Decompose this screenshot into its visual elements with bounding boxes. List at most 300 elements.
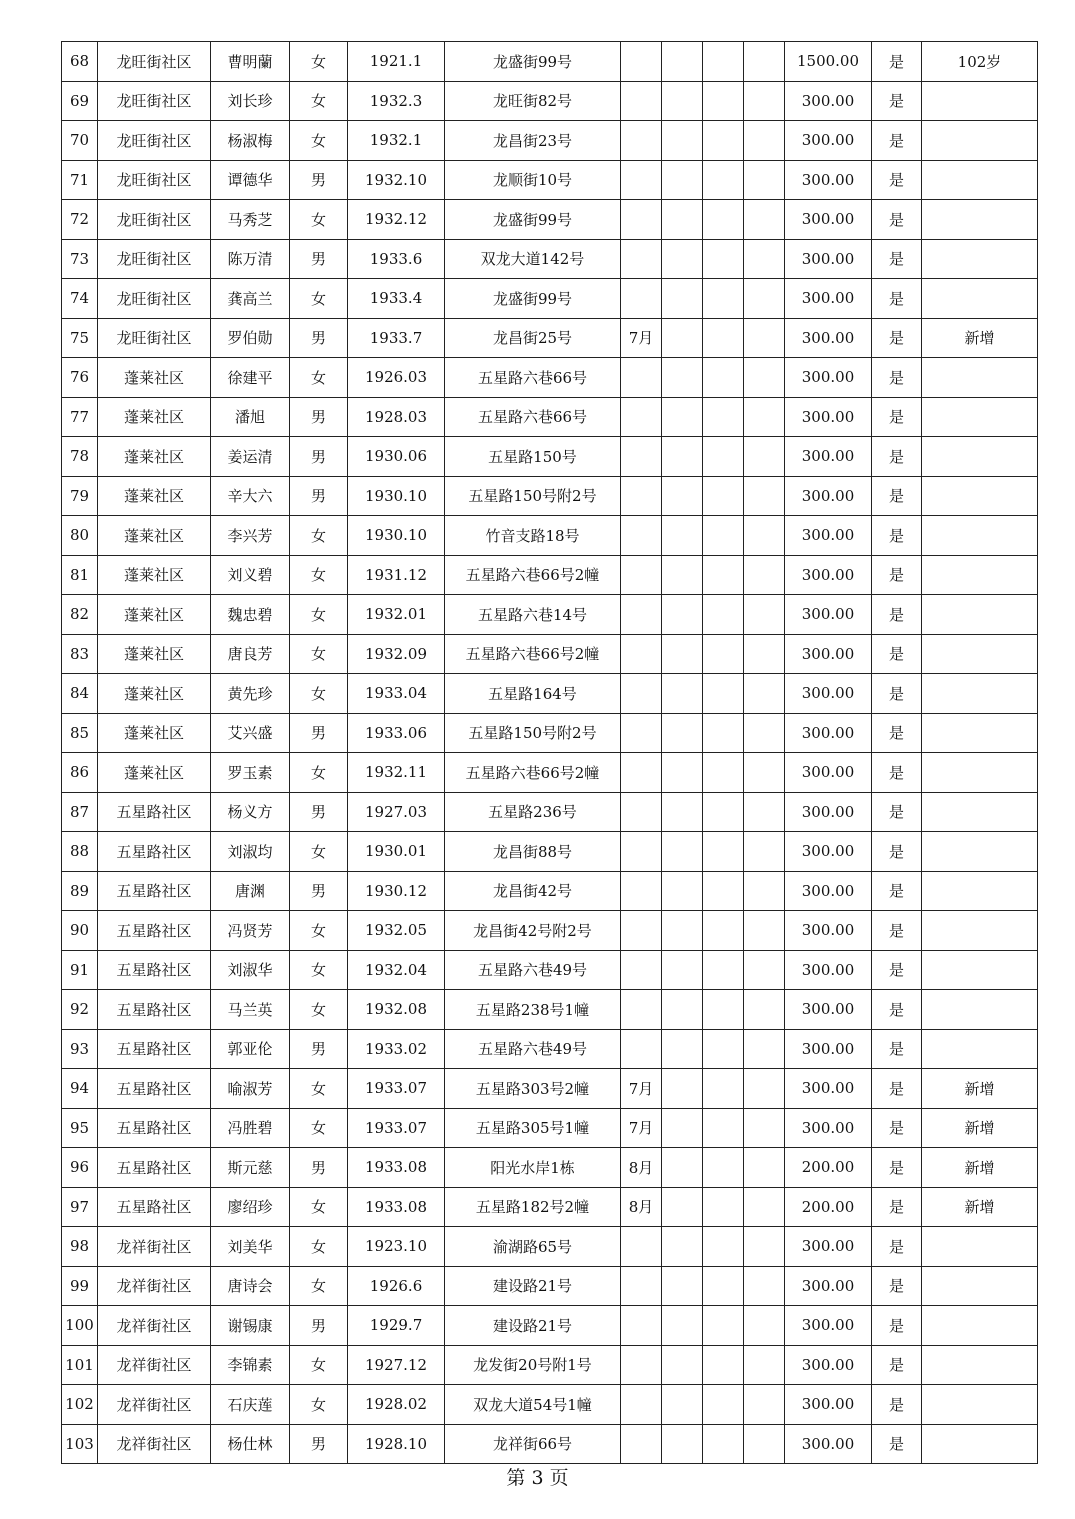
table-row: [62, 555, 1038, 595]
cell-month: [621, 595, 662, 635]
cell-gender: 男: [290, 1424, 348, 1464]
cell-amount: 300.00: [785, 595, 872, 635]
cell-remark: [922, 516, 1038, 556]
cell-blank-col-3: [744, 42, 785, 82]
cell-row-index: 78: [62, 437, 98, 477]
cell-blank-col-2: [703, 1424, 744, 1464]
cell-month: [621, 832, 662, 872]
cell-name: 陈万清: [211, 239, 290, 279]
cell-remark: 新增: [922, 1148, 1038, 1188]
cell-gender: 女: [290, 634, 348, 674]
cell-remark: 新增: [922, 318, 1038, 358]
cell-gender: 男: [290, 1029, 348, 1069]
cell-month: [621, 1227, 662, 1267]
cell-eligible: 是: [872, 1266, 922, 1306]
cell-gender: 女: [290, 42, 348, 82]
cell-name: 廖绍珍: [211, 1187, 290, 1227]
table-row: [62, 437, 1038, 477]
cell-remark: [922, 397, 1038, 437]
cell-remark: [922, 950, 1038, 990]
cell-community: 五星路社区: [98, 792, 211, 832]
cell-birth-date: 1932.11: [348, 753, 445, 793]
cell-remark: 新增: [922, 1108, 1038, 1148]
cell-month: [621, 200, 662, 240]
cell-remark: 新增: [922, 1187, 1038, 1227]
cell-address: 五星路305号1幢: [445, 1108, 621, 1148]
cell-eligible: 是: [872, 1029, 922, 1069]
cell-address: 五星路238号1幢: [445, 990, 621, 1030]
cell-name: 冯胜碧: [211, 1108, 290, 1148]
cell-amount: 300.00: [785, 239, 872, 279]
cell-gender: 女: [290, 595, 348, 635]
cell-amount: 300.00: [785, 1345, 872, 1385]
cell-amount: 300.00: [785, 397, 872, 437]
cell-birth-date: 1932.3: [348, 81, 445, 121]
cell-blank-col-3: [744, 950, 785, 990]
cell-amount: 300.00: [785, 1069, 872, 1109]
cell-amount: 300.00: [785, 81, 872, 121]
cell-address: 建设路21号: [445, 1306, 621, 1346]
table-row: [62, 871, 1038, 911]
table-row: [62, 1385, 1038, 1425]
cell-remark: 102岁: [922, 42, 1038, 82]
cell-address: 龙昌街88号: [445, 832, 621, 872]
table-row: [62, 1266, 1038, 1306]
cell-birth-date: 1932.04: [348, 950, 445, 990]
cell-remark: [922, 990, 1038, 1030]
cell-blank-col-3: [744, 555, 785, 595]
cell-community: 龙祥街社区: [98, 1306, 211, 1346]
cell-row-index: 92: [62, 990, 98, 1030]
cell-birth-date: 1921.1: [348, 42, 445, 82]
cell-blank-col-2: [703, 397, 744, 437]
cell-birth-date: 1923.10: [348, 1227, 445, 1267]
cell-month: [621, 1385, 662, 1425]
cell-amount: 300.00: [785, 1385, 872, 1425]
cell-row-index: 83: [62, 634, 98, 674]
cell-row-index: 99: [62, 1266, 98, 1306]
cell-amount: 300.00: [785, 1266, 872, 1306]
cell-birth-date: 1932.08: [348, 990, 445, 1030]
cell-gender: 男: [290, 713, 348, 753]
table-row: [62, 476, 1038, 516]
cell-eligible: 是: [872, 279, 922, 319]
cell-row-index: 74: [62, 279, 98, 319]
cell-community: 龙祥街社区: [98, 1345, 211, 1385]
cell-community: 蓬莱社区: [98, 358, 211, 398]
cell-blank-col-3: [744, 1227, 785, 1267]
cell-eligible: 是: [872, 437, 922, 477]
cell-blank-col-3: [744, 792, 785, 832]
cell-eligible: 是: [872, 634, 922, 674]
cell-address: 竹音支路18号: [445, 516, 621, 556]
cell-blank-col-1: [662, 437, 703, 477]
cell-birth-date: 1933.4: [348, 279, 445, 319]
cell-address: 龙盛街99号: [445, 42, 621, 82]
cell-blank-col-2: [703, 1029, 744, 1069]
cell-name: 唐良芳: [211, 634, 290, 674]
cell-remark: [922, 1266, 1038, 1306]
cell-row-index: 85: [62, 713, 98, 753]
cell-birth-date: 1931.12: [348, 555, 445, 595]
cell-gender: 男: [290, 397, 348, 437]
cell-blank-col-1: [662, 950, 703, 990]
table-row: [62, 1069, 1038, 1109]
cell-birth-date: 1930.10: [348, 476, 445, 516]
cell-row-index: 96: [62, 1148, 98, 1188]
cell-row-index: 94: [62, 1069, 98, 1109]
cell-blank-col-1: [662, 81, 703, 121]
cell-blank-col-2: [703, 674, 744, 714]
cell-month: [621, 121, 662, 161]
cell-address: 五星路236号: [445, 792, 621, 832]
page-number: 第 3 页: [506, 1467, 569, 1489]
table-row: [62, 81, 1038, 121]
cell-blank-col-3: [744, 318, 785, 358]
cell-address: 五星路六巷66号2幢: [445, 634, 621, 674]
cell-birth-date: 1933.08: [348, 1148, 445, 1188]
cell-gender: 女: [290, 1385, 348, 1425]
cell-blank-col-2: [703, 832, 744, 872]
cell-blank-col-1: [662, 200, 703, 240]
cell-blank-col-3: [744, 239, 785, 279]
cell-name: 刘长珍: [211, 81, 290, 121]
table-body: [62, 42, 1038, 1464]
cell-row-index: 103: [62, 1424, 98, 1464]
cell-eligible: 是: [872, 832, 922, 872]
cell-eligible: 是: [872, 121, 922, 161]
cell-blank-col-1: [662, 239, 703, 279]
cell-row-index: 86: [62, 753, 98, 793]
cell-blank-col-2: [703, 595, 744, 635]
cell-row-index: 79: [62, 476, 98, 516]
cell-birth-date: 1932.10: [348, 160, 445, 200]
cell-row-index: 75: [62, 318, 98, 358]
cell-remark: [922, 437, 1038, 477]
cell-blank-col-1: [662, 555, 703, 595]
cell-community: 蓬莱社区: [98, 634, 211, 674]
cell-amount: 300.00: [785, 437, 872, 477]
table-row: [62, 200, 1038, 240]
cell-birth-date: 1933.04: [348, 674, 445, 714]
cell-amount: 300.00: [785, 121, 872, 161]
table-row: [62, 1424, 1038, 1464]
cell-blank-col-1: [662, 1266, 703, 1306]
cell-birth-date: 1933.07: [348, 1108, 445, 1148]
cell-blank-col-3: [744, 81, 785, 121]
cell-blank-col-1: [662, 1227, 703, 1267]
cell-month: [621, 792, 662, 832]
cell-amount: 300.00: [785, 911, 872, 951]
cell-address: 龙昌街42号: [445, 871, 621, 911]
cell-blank-col-3: [744, 1385, 785, 1425]
cell-birth-date: 1928.03: [348, 397, 445, 437]
cell-gender: 女: [290, 1108, 348, 1148]
cell-blank-col-2: [703, 279, 744, 319]
cell-eligible: 是: [872, 1385, 922, 1425]
cell-blank-col-1: [662, 516, 703, 556]
cell-address: 龙发街20号附1号: [445, 1345, 621, 1385]
cell-birth-date: 1928.02: [348, 1385, 445, 1425]
cell-blank-col-3: [744, 634, 785, 674]
cell-community: 蓬莱社区: [98, 555, 211, 595]
cell-eligible: 是: [872, 1069, 922, 1109]
cell-row-index: 89: [62, 871, 98, 911]
cell-community: 蓬莱社区: [98, 397, 211, 437]
cell-community: 蓬莱社区: [98, 713, 211, 753]
cell-month: [621, 990, 662, 1030]
cell-month: [621, 950, 662, 990]
cell-month: [621, 1029, 662, 1069]
cell-blank-col-1: [662, 1187, 703, 1227]
cell-month: [621, 397, 662, 437]
cell-gender: 女: [290, 832, 348, 872]
cell-name: 喻淑芳: [211, 1069, 290, 1109]
cell-gender: 男: [290, 437, 348, 477]
cell-blank-col-3: [744, 1108, 785, 1148]
cell-gender: 女: [290, 674, 348, 714]
cell-address: 五星路六巷66号2幢: [445, 555, 621, 595]
cell-blank-col-1: [662, 1108, 703, 1148]
cell-month: [621, 437, 662, 477]
cell-month: [621, 753, 662, 793]
cell-gender: 女: [290, 1069, 348, 1109]
cell-remark: [922, 871, 1038, 911]
cell-community: 龙旺街社区: [98, 42, 211, 82]
pension-table: [61, 41, 1038, 1464]
cell-name: 刘淑华: [211, 950, 290, 990]
cell-eligible: 是: [872, 1424, 922, 1464]
cell-gender: 女: [290, 121, 348, 161]
cell-row-index: 80: [62, 516, 98, 556]
cell-row-index: 77: [62, 397, 98, 437]
cell-address: 龙祥街66号: [445, 1424, 621, 1464]
cell-eligible: 是: [872, 516, 922, 556]
cell-month: [621, 634, 662, 674]
cell-remark: [922, 279, 1038, 319]
cell-blank-col-1: [662, 713, 703, 753]
cell-blank-col-2: [703, 1108, 744, 1148]
cell-month: [621, 239, 662, 279]
cell-eligible: 是: [872, 1187, 922, 1227]
table-row: [62, 1187, 1038, 1227]
cell-blank-col-1: [662, 1424, 703, 1464]
cell-community: 龙祥街社区: [98, 1227, 211, 1267]
cell-blank-col-3: [744, 1069, 785, 1109]
cell-birth-date: 1928.10: [348, 1424, 445, 1464]
cell-amount: 300.00: [785, 1227, 872, 1267]
cell-address: 五星路六巷66号: [445, 358, 621, 398]
cell-amount: 300.00: [785, 990, 872, 1030]
cell-address: 五星路150号附2号: [445, 713, 621, 753]
cell-name: 罗伯勋: [211, 318, 290, 358]
cell-gender: 女: [290, 911, 348, 951]
cell-blank-col-1: [662, 674, 703, 714]
cell-birth-date: 1930.10: [348, 516, 445, 556]
cell-eligible: 是: [872, 358, 922, 398]
cell-blank-col-2: [703, 121, 744, 161]
cell-birth-date: 1930.06: [348, 437, 445, 477]
cell-community: 龙祥街社区: [98, 1424, 211, 1464]
cell-community: 龙旺街社区: [98, 239, 211, 279]
cell-amount: 300.00: [785, 713, 872, 753]
cell-community: 龙旺街社区: [98, 200, 211, 240]
cell-remark: [922, 1029, 1038, 1069]
cell-blank-col-3: [744, 871, 785, 911]
cell-blank-col-1: [662, 476, 703, 516]
cell-name: 唐渊: [211, 871, 290, 911]
cell-blank-col-3: [744, 595, 785, 635]
cell-row-index: 73: [62, 239, 98, 279]
cell-birth-date: 1926.03: [348, 358, 445, 398]
cell-month: [621, 358, 662, 398]
cell-eligible: 是: [872, 911, 922, 951]
cell-amount: 300.00: [785, 555, 872, 595]
cell-name: 龚高兰: [211, 279, 290, 319]
cell-row-index: 102: [62, 1385, 98, 1425]
cell-blank-col-1: [662, 1385, 703, 1425]
cell-amount: 300.00: [785, 753, 872, 793]
table-row: [62, 239, 1038, 279]
cell-month: [621, 42, 662, 82]
cell-amount: 300.00: [785, 832, 872, 872]
cell-blank-col-2: [703, 42, 744, 82]
cell-amount: 300.00: [785, 871, 872, 911]
table-row: [62, 160, 1038, 200]
cell-address: 渝湖路65号: [445, 1227, 621, 1267]
cell-blank-col-2: [703, 792, 744, 832]
cell-address: 龙昌街23号: [445, 121, 621, 161]
cell-address: 五星路182号2幢: [445, 1187, 621, 1227]
cell-community: 五星路社区: [98, 1187, 211, 1227]
cell-community: 龙旺街社区: [98, 279, 211, 319]
cell-community: 龙祥街社区: [98, 1385, 211, 1425]
cell-eligible: 是: [872, 792, 922, 832]
cell-gender: 女: [290, 1227, 348, 1267]
table-row: [62, 1227, 1038, 1267]
cell-gender: 男: [290, 1148, 348, 1188]
cell-row-index: 71: [62, 160, 98, 200]
cell-blank-col-1: [662, 160, 703, 200]
cell-birth-date: 1933.06: [348, 713, 445, 753]
cell-row-index: 101: [62, 1345, 98, 1385]
cell-gender: 女: [290, 200, 348, 240]
cell-eligible: 是: [872, 753, 922, 793]
cell-blank-col-2: [703, 555, 744, 595]
cell-blank-col-2: [703, 1306, 744, 1346]
cell-eligible: 是: [872, 397, 922, 437]
cell-gender: 女: [290, 358, 348, 398]
cell-blank-col-1: [662, 358, 703, 398]
cell-amount: 300.00: [785, 1424, 872, 1464]
cell-blank-col-2: [703, 358, 744, 398]
cell-birth-date: 1932.12: [348, 200, 445, 240]
table-row: [62, 595, 1038, 635]
cell-birth-date: 1933.6: [348, 239, 445, 279]
cell-community: 五星路社区: [98, 1069, 211, 1109]
cell-gender: 女: [290, 1187, 348, 1227]
cell-community: 五星路社区: [98, 950, 211, 990]
cell-name: 曹明蘭: [211, 42, 290, 82]
cell-eligible: 是: [872, 713, 922, 753]
table-row: [62, 1306, 1038, 1346]
cell-amount: 300.00: [785, 516, 872, 556]
cell-blank-col-1: [662, 871, 703, 911]
cell-birth-date: 1932.09: [348, 634, 445, 674]
cell-row-index: 93: [62, 1029, 98, 1069]
cell-month: [621, 279, 662, 319]
cell-name: 马秀芝: [211, 200, 290, 240]
cell-remark: [922, 792, 1038, 832]
cell-gender: 女: [290, 1266, 348, 1306]
cell-birth-date: 1933.02: [348, 1029, 445, 1069]
cell-eligible: 是: [872, 1227, 922, 1267]
cell-name: 李锦素: [211, 1345, 290, 1385]
cell-community: 蓬莱社区: [98, 516, 211, 556]
cell-remark: [922, 121, 1038, 161]
cell-address: 龙旺街82号: [445, 81, 621, 121]
cell-blank-col-3: [744, 358, 785, 398]
cell-community: 蓬莱社区: [98, 595, 211, 635]
cell-blank-col-1: [662, 1069, 703, 1109]
cell-blank-col-1: [662, 121, 703, 161]
cell-birth-date: 1933.07: [348, 1069, 445, 1109]
cell-month: [621, 555, 662, 595]
cell-remark: [922, 832, 1038, 872]
cell-community: 五星路社区: [98, 990, 211, 1030]
cell-community: 蓬莱社区: [98, 753, 211, 793]
cell-blank-col-2: [703, 1069, 744, 1109]
table-row: [62, 279, 1038, 319]
cell-blank-col-1: [662, 318, 703, 358]
cell-row-index: 68: [62, 42, 98, 82]
table-row: [62, 634, 1038, 674]
cell-month: [621, 871, 662, 911]
cell-remark: [922, 1385, 1038, 1425]
cell-row-index: 69: [62, 81, 98, 121]
cell-birth-date: 1929.7: [348, 1306, 445, 1346]
cell-address: 五星路164号: [445, 674, 621, 714]
cell-blank-col-2: [703, 437, 744, 477]
table-row: [62, 1345, 1038, 1385]
cell-remark: [922, 1227, 1038, 1267]
cell-amount: 300.00: [785, 358, 872, 398]
cell-community: 五星路社区: [98, 1108, 211, 1148]
cell-eligible: 是: [872, 1148, 922, 1188]
cell-blank-col-2: [703, 871, 744, 911]
cell-amount: 300.00: [785, 1108, 872, 1148]
cell-birth-date: 1927.12: [348, 1345, 445, 1385]
cell-address: 五星路150号: [445, 437, 621, 477]
cell-eligible: 是: [872, 476, 922, 516]
cell-blank-col-2: [703, 239, 744, 279]
cell-address: 龙盛街99号: [445, 279, 621, 319]
cell-name: 刘义碧: [211, 555, 290, 595]
cell-blank-col-2: [703, 911, 744, 951]
cell-blank-col-2: [703, 81, 744, 121]
cell-amount: 300.00: [785, 950, 872, 990]
cell-address: 双龙大道54号1幢: [445, 1385, 621, 1425]
cell-gender: 男: [290, 239, 348, 279]
cell-amount: 300.00: [785, 1306, 872, 1346]
cell-blank-col-2: [703, 753, 744, 793]
cell-community: 五星路社区: [98, 1148, 211, 1188]
cell-name: 马兰英: [211, 990, 290, 1030]
table-row: [62, 674, 1038, 714]
cell-name: 杨义方: [211, 792, 290, 832]
cell-blank-col-1: [662, 1029, 703, 1069]
cell-name: 罗玉素: [211, 753, 290, 793]
